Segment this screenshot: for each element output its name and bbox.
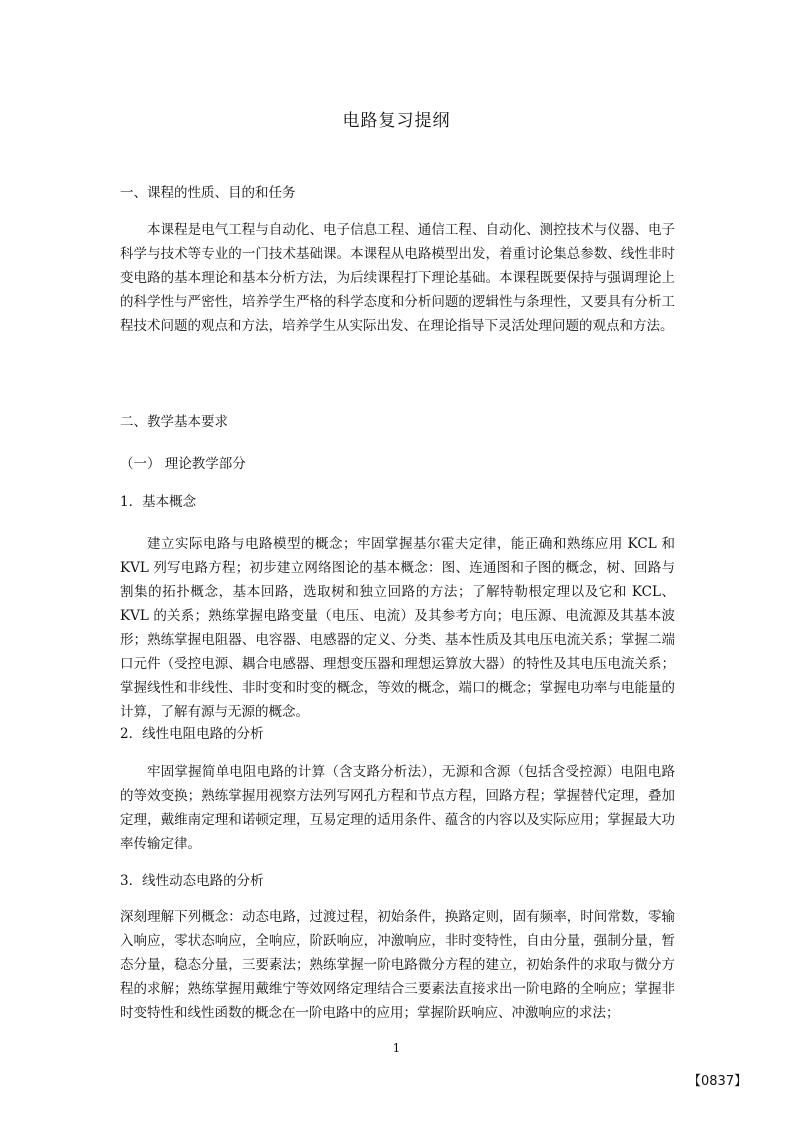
item3-paragraph: 深刻理解下列概念：动态电路，过渡过程，初始条件，换路定则，固有频率，时间常数，零输入响应，零状态响应，全响应，阶跃响应，冲激响应，非时变特性，自由分量，强制分量，暂态分量，稳态分量，三要素法；熟练掌握一阶电路微分方程的建立，初始条件的求取与微分方程的求解；熟练掌握用戴维宁等效网络定理结合三要素法直接求出一阶电路的全响应；掌握非时变特性和线性函数的概念在一阶电路中的应用；掌握阶跃响应、冲激响应的求法；: [120, 909, 675, 1021]
section1-heading: 一、课程的性质、目的和任务: [120, 185, 296, 201]
page-number: 1: [392, 1041, 401, 1055]
document-code: 【0837】: [688, 1074, 748, 1089]
section2-heading: 二、教学基本要求: [120, 414, 228, 430]
item2-paragraph: 牢固掌握简单电阻电路的计算（含支路分析法），无源和含源（包括含受控源）电阻电路的等效变换；熟练掌握用视察方法列写网孔方程和节点方程，回路方程；掌握替代定理，叠加定理，戴维南定理和诺顿定理，互易定理的适用条件、蕴含的内容以及实际应用；掌握最大功率传输定律。: [120, 764, 675, 852]
item1-heading: 1．基本概念: [120, 494, 197, 510]
section1-paragraph: 本课程是电气工程与自动化、电子信息工程、通信工程、自动化、测控技术与仪器、电子科学与技术等专业的一门技术基础课。本课程从电路模型出发，着重讨论集总参数、线性非时变电路的基本理论和基本分析方法，为后续课程打下理论基础。本课程既要保持与强调理论上的科学性与严密性，培养学生严格的科学态度和分析问题的逻辑性与条理性，又要具有分析工程技术问题的观点和方法，培养学生从实际出发、在理论指导下灵活处理问题的观点和方法。: [120, 222, 675, 334]
item1-paragraph: 建立实际电路与电路模型的概念；牢固掌握基尔霍夫定律，能正确和熟练应用 KCL 和 KVL 列写电路方程；初步建立网络图论的基本概念：图、连通图和子图的概念，树、回路与割集的拓扑概念，基本回路，选取树和独立回路的方法；了解特勒根定理以及它和 KCL、KVL 的关系；熟练掌握电路变量（电压、电流）及其参考方向；电压源、电流源及其基本波形；熟练掌握电阻器、电容器、电感器的定义、分类、基本性质及其电压电流关系；掌握二端口元件（受控电源、耦合电感器、理想变压器和理想运算放大器）的特性及其电压电流关系；掌握线性和非线性、非时变和时变的概念，等效的概念，端口的概念；掌握电功率与电能量的计算，了解有源与无源的概念。: [120, 536, 675, 720]
item3-heading: 3．线性动态电路的分析: [120, 873, 264, 889]
item2-heading: 2．线性电阻电路的分析: [120, 726, 264, 742]
section2-subheading: （一） 理论教学部分: [120, 456, 246, 472]
document-title: 电路复习提纲: [342, 111, 451, 131]
